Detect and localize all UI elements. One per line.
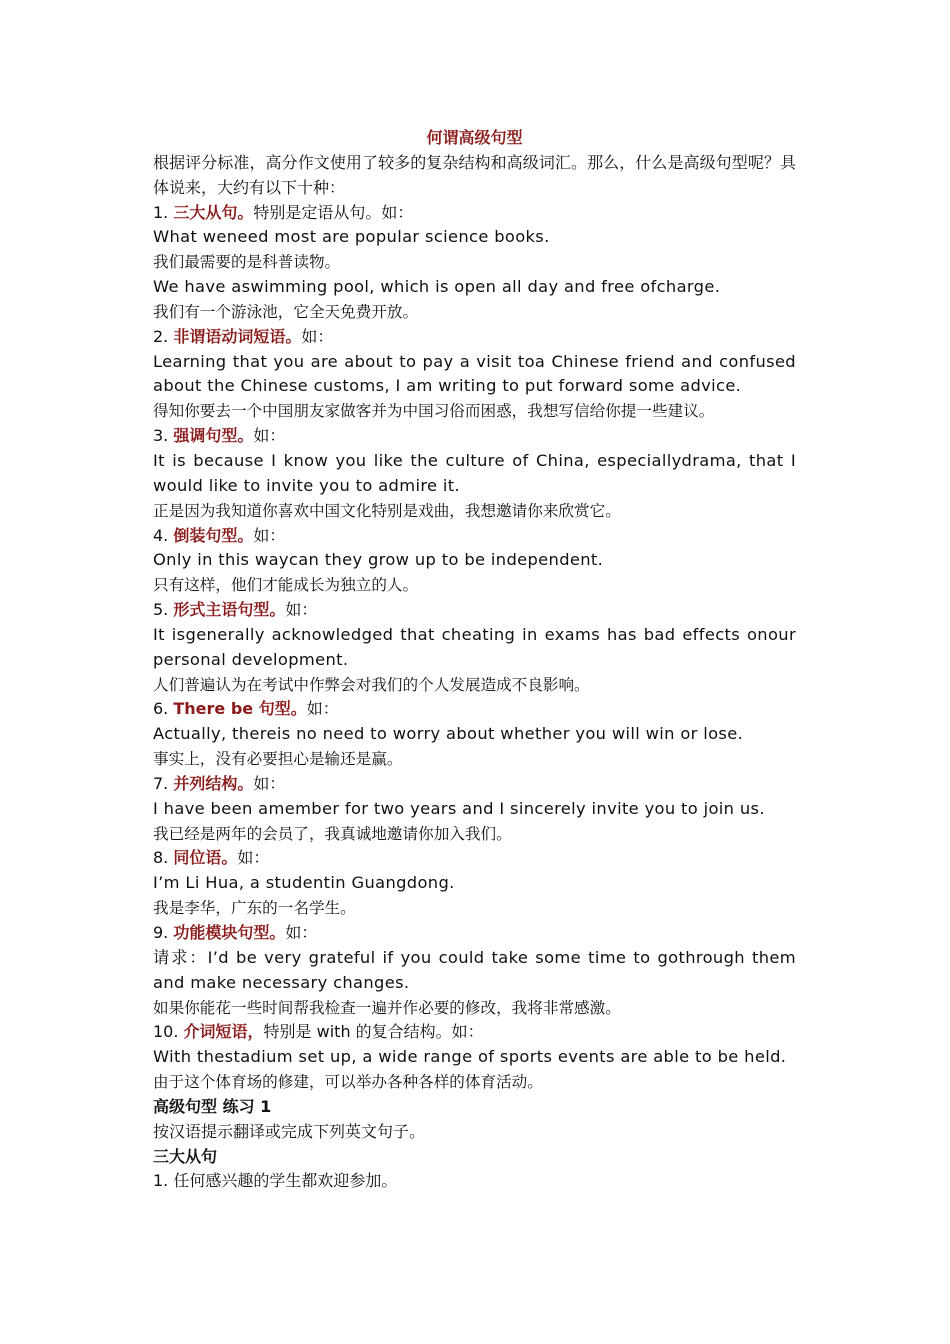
example-english: We have aswimming pool, which is open all day and free ofcharge.	[153, 277, 721, 297]
item-heading	[153, 598, 796, 623]
practice-section-title: 三大从句	[153, 1146, 218, 1166]
item-number: 4.	[153, 525, 174, 545]
example-chinese: 正是因为我知道你喜欢中国文化特别是戏曲，我想邀请你来欣赏它。	[153, 501, 621, 520]
item-heading	[153, 772, 796, 797]
item-tail: 特别是 with 的复合结构。如：	[263, 1022, 484, 1042]
item-number: 7.	[153, 773, 174, 793]
example-chinese: 人们普遍认为在考试中作弊会对我们的个人发展造成不良影响。	[153, 675, 590, 694]
item-number: 5.	[153, 600, 174, 620]
example-chinese: 我们有一个游泳池，它全天免费开放。	[153, 302, 419, 321]
example-english: 请求：I’d be very grateful if you could take some time to gothrough them and make necessary changes.	[153, 947, 796, 992]
item-number: 6.	[153, 699, 174, 719]
item-number: 2.	[153, 326, 174, 346]
list-item	[153, 846, 796, 921]
practice-instruction: 按汉语提示翻译或完成下列英文句子。	[153, 1121, 426, 1141]
list-item	[153, 424, 796, 523]
practice-question: 1. 任何感兴趣的学生都欢迎参加。	[153, 1171, 398, 1191]
example-english: Only in this waycan they grow up to be independent.	[153, 550, 604, 570]
item-label: 倒装句型。	[173, 525, 254, 545]
example-chinese: 如果你能花一些时间帮我检查一遍并作必要的修改，我将非常感激。	[153, 998, 621, 1017]
example-english: It isgenerally acknowledged that cheating in exams has bad effects onour personal development.	[153, 624, 796, 669]
item-heading	[153, 921, 796, 946]
item-label: 非谓语动词短语。	[173, 326, 302, 346]
item-label: 形式主语句型。	[173, 600, 286, 620]
item-tail: 如：	[253, 525, 286, 545]
item-label: There be 句型。	[173, 699, 307, 719]
example-english: With thestadium set up, a wide range of sports events are able to be held.	[153, 1047, 787, 1067]
example-english: Actually, thereis no need to worry about whether you will win or lose.	[153, 724, 744, 744]
practice-heading: 高级句型 练习 1	[153, 1096, 272, 1116]
list-item	[153, 921, 796, 1020]
item-number: 1.	[153, 202, 174, 222]
item-label: 强调句型。	[173, 426, 254, 446]
item-number: 8.	[153, 848, 174, 868]
example-english: What weneed most are popular science books.	[153, 227, 550, 247]
document-page	[153, 126, 796, 1194]
example-chinese: 只有这样，他们才能成长为独立的人。	[153, 576, 419, 595]
item-label: 同位语。	[173, 848, 238, 868]
item-label: 功能模块句型。	[173, 923, 286, 942]
example-chinese: 事实上，没有必要担心是输还是赢。	[153, 750, 403, 769]
item-label: 并列结构。	[173, 773, 254, 793]
item-heading	[153, 424, 796, 449]
item-heading	[153, 201, 796, 226]
item-heading	[153, 1020, 796, 1045]
item-heading	[153, 524, 796, 549]
item-tail: 如：	[237, 848, 270, 868]
item-tail: 如：	[301, 326, 334, 346]
item-heading	[153, 697, 796, 722]
example-chinese: 我已经是两年的会员了，我真诚地邀请你加入我们。	[153, 824, 512, 843]
item-tail: 特别是定语从句。如：	[253, 202, 414, 222]
item-tail: 如：	[253, 773, 286, 793]
page-title: 何谓高级句型	[426, 128, 523, 147]
item-number: 9.	[153, 923, 174, 942]
item-tail: 如：	[285, 923, 318, 942]
item-tail: 如：	[306, 699, 339, 719]
list-item	[153, 201, 796, 325]
item-label: 介词短语，	[183, 1022, 264, 1042]
practice-section	[153, 1095, 796, 1194]
example-english: Learning that you are about to pay a visit toa Chinese friend and confused about the Chinese customs, I am writing to put forward some advice.	[153, 351, 796, 396]
list-item	[153, 598, 796, 697]
item-heading	[153, 846, 796, 871]
item-label: 三大从句。	[173, 202, 254, 222]
item-number: 3.	[153, 426, 174, 446]
example-chinese: 得知你要去一个中国朋友家做客并为中国习俗而困惑，我想写信给你提一些建议。	[153, 402, 715, 421]
item-heading	[153, 325, 796, 350]
list-item	[153, 772, 796, 847]
example-english: I have been amember for two years and I sincerely invite you to join us.	[153, 798, 765, 818]
example-chinese: 我是李华，广东的一名学生。	[153, 899, 356, 918]
example-chinese: 由于这个体育场的修建，可以举办各种各样的体育活动。	[153, 1073, 543, 1092]
example-english: It is because I know you like the culture of China, especiallydrama, that I would like to invite you to admire it.	[153, 450, 796, 495]
item-tail: 如：	[285, 600, 318, 620]
example-english: I’m Li Hua, a studentin Guangdong.	[153, 873, 455, 893]
example-chinese: 我们最需要的是科普读物。	[153, 253, 341, 272]
item-number: 10.	[153, 1022, 184, 1042]
item-tail: 如：	[253, 426, 286, 446]
list-item	[153, 1020, 796, 1095]
list-item	[153, 697, 796, 772]
intro-paragraph: 根据评分标准，高分作文使用了较多的复杂结构和高级词汇。那么，什么是高级句型呢？具体说来，大约有以下十种：	[153, 152, 796, 197]
item-list	[153, 201, 796, 1095]
list-item	[153, 524, 796, 599]
list-item	[153, 325, 796, 424]
